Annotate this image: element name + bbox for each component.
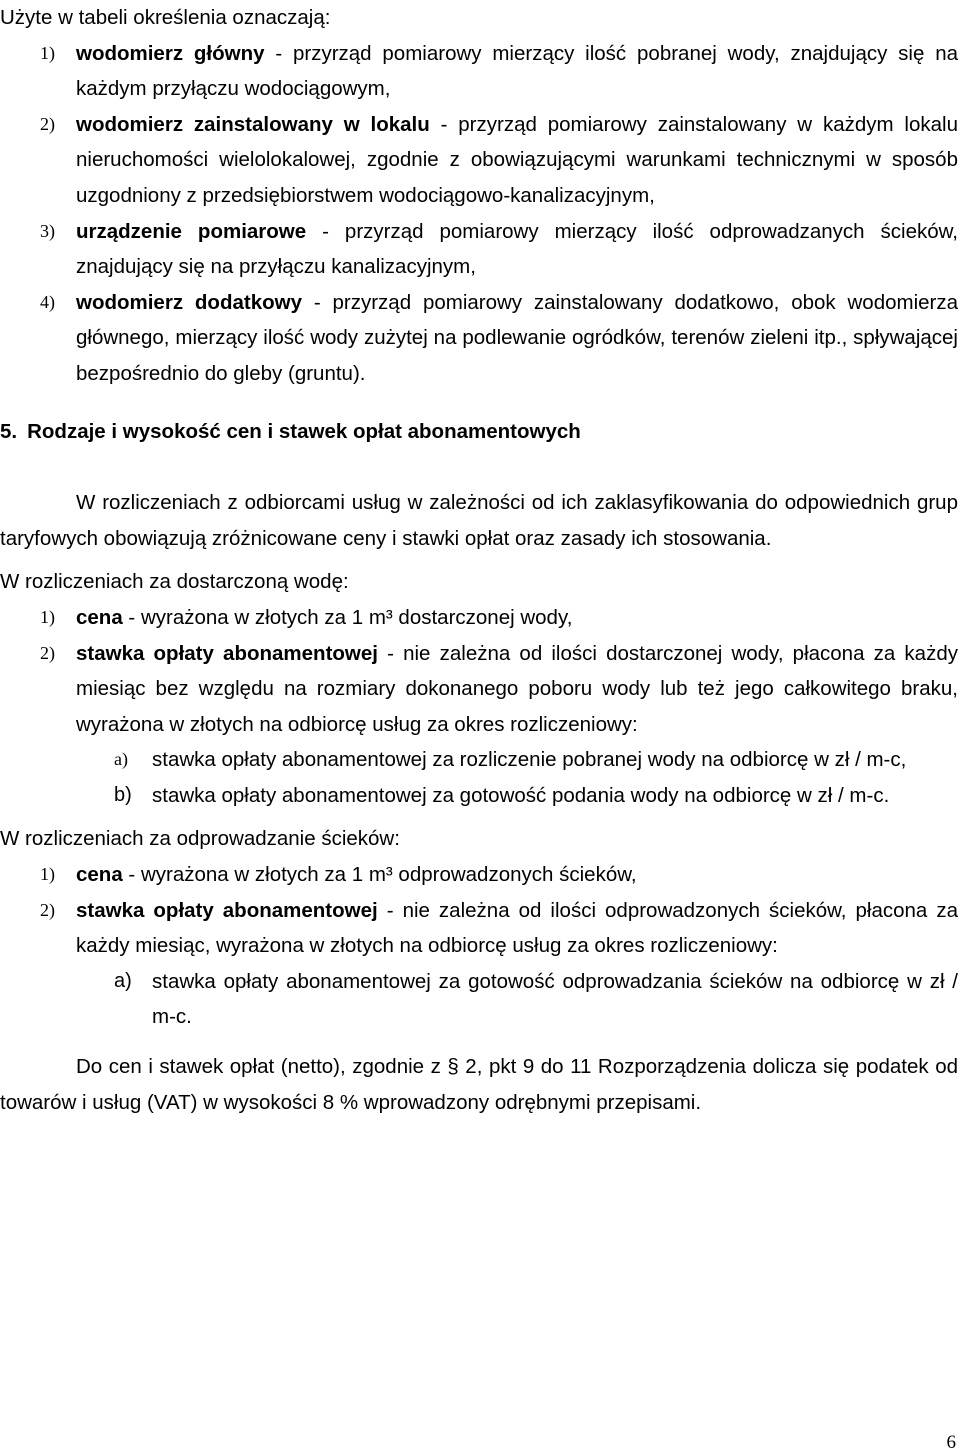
item-number: 1) <box>40 864 55 885</box>
vat-paragraph: Do cen i stawek opłat (netto), zgodnie z § 2, pkt 9 do 11 Rozporządzenia dolicza się podatek od towarów i usług (VAT) w wysokości 8 % wprowadzony odrębnymi przepisami. <box>0 1055 958 1114</box>
page-number: 6 <box>946 1432 956 1453</box>
definition-item <box>0 107 958 214</box>
item-number: 2) <box>40 899 55 920</box>
subitem-text: stawka opłaty abonamentowej za rozliczenie pobranej wody na odbiorcę w zł / m-c, <box>152 748 907 772</box>
item-term: cena <box>76 863 123 887</box>
item-term: cena <box>76 605 123 629</box>
definition-term: urządzenie pomiarowe <box>76 219 307 243</box>
subitem-letter: a) <box>114 969 132 992</box>
definition-term: wodomierz dodatkowy <box>76 290 302 314</box>
water-item <box>0 636 958 743</box>
item-text: - nie zależna od ilości dostarczonej wody, płacona za każdy miesiąc bez względu na rozmiary dokonanego poboru wody lub też jego całkowitego braku, wyrażona w złotych na odbiorcę usług za okres rozliczeniowy: <box>76 641 958 736</box>
sewage-item <box>0 893 958 964</box>
item-number: 2) <box>40 642 55 663</box>
definition-text: - przyrząd pomiarowy mierzący ilość odprowadzanych ścieków, znajdujący się na przyłączu kanalizacyjnym, <box>76 219 959 279</box>
definition-item <box>0 285 958 392</box>
item-number: 1) <box>40 606 55 627</box>
item-text: - nie zależna od ilości odprowadzonych ścieków, płacona za każdy miesiąc, wyrażona w złotych na odbiorcę usług za okres rozliczeniowy: <box>76 898 958 958</box>
item-number: 1) <box>40 42 55 63</box>
definition-item <box>0 36 958 107</box>
subitem-text: stawka opłaty abonamentowej za gotowość odprowadzania ścieków na odbiorcę w zł / m-c. <box>152 969 958 1029</box>
item-term: stawka opłaty abonamentowej <box>76 641 378 665</box>
definitions-list <box>0 36 958 392</box>
definition-term: wodomierz główny <box>76 41 265 65</box>
definitions-intro: Użyte w tabeli określenia oznaczają: <box>0 6 331 29</box>
sewage-subitem <box>0 964 958 1035</box>
sewage-item <box>0 857 958 893</box>
sewage-list <box>0 857 958 1035</box>
subitem-letter: b) <box>114 783 132 806</box>
subitem-text: stawka opłaty abonamentowej za gotowość podania wody na odbiorcę w zł / m-c. <box>152 783 890 807</box>
water-subitem <box>0 778 958 814</box>
item-number: 4) <box>40 291 55 312</box>
sewage-heading: W rozliczeniach za odprowadzanie ścieków: <box>0 827 400 851</box>
definition-item <box>0 214 958 285</box>
section-number: 5. <box>0 419 18 443</box>
item-text: - wyrażona w złotych za 1 m³ dostarczonej wody, <box>122 605 573 629</box>
section-title: Rodzaje i wysokość cen i stawek opłat abonamentowych <box>27 419 581 443</box>
item-number: 2) <box>40 113 55 134</box>
definition-text: - przyrząd pomiarowy mierzący ilość pobranej wody, znajdujący się na każdym przyłączu wodociągowym, <box>76 41 958 101</box>
item-number: 3) <box>40 220 55 241</box>
section-heading <box>0 414 958 450</box>
water-item <box>0 600 958 636</box>
pricing-paragraph: W rozliczeniach z odbiorcami usług w zależności od ich zaklasyfikowania do odpowiednich grup taryfowych obowiązują zróżnicowane ceny i stawki opłat oraz zasady ich stosowania. <box>0 491 958 550</box>
subitem-letter: a) <box>114 749 128 770</box>
item-text: - wyrażona w złotych za 1 m³ odprowadzonych ścieków, <box>122 863 637 887</box>
water-list <box>0 600 958 814</box>
water-heading: W rozliczeniach za dostarczoną wodę: <box>0 570 349 594</box>
item-term: stawka opłaty abonamentowej <box>76 898 378 922</box>
definition-term: wodomierz zainstalowany w lokalu <box>76 112 430 136</box>
water-subitem <box>0 742 958 778</box>
definition-text: - przyrząd pomiarowy zainstalowany w każdym lokalu nieruchomości wielolokalowej, zgodnie z obowiązującymi warunkami technicznymi w sposób uzgodniony z przedsiębiorstwem wodociągowo-kanalizacyjnym, <box>76 112 958 207</box>
definition-text: - przyrząd pomiarowy zainstalowany dodatkowo, obok wodomierza głównego, mierzący ilość wody zużytej na podlewanie ogródków, terenów zieleni itp., spływającej bezpośrednio do gleby (gruntu). <box>76 290 959 385</box>
